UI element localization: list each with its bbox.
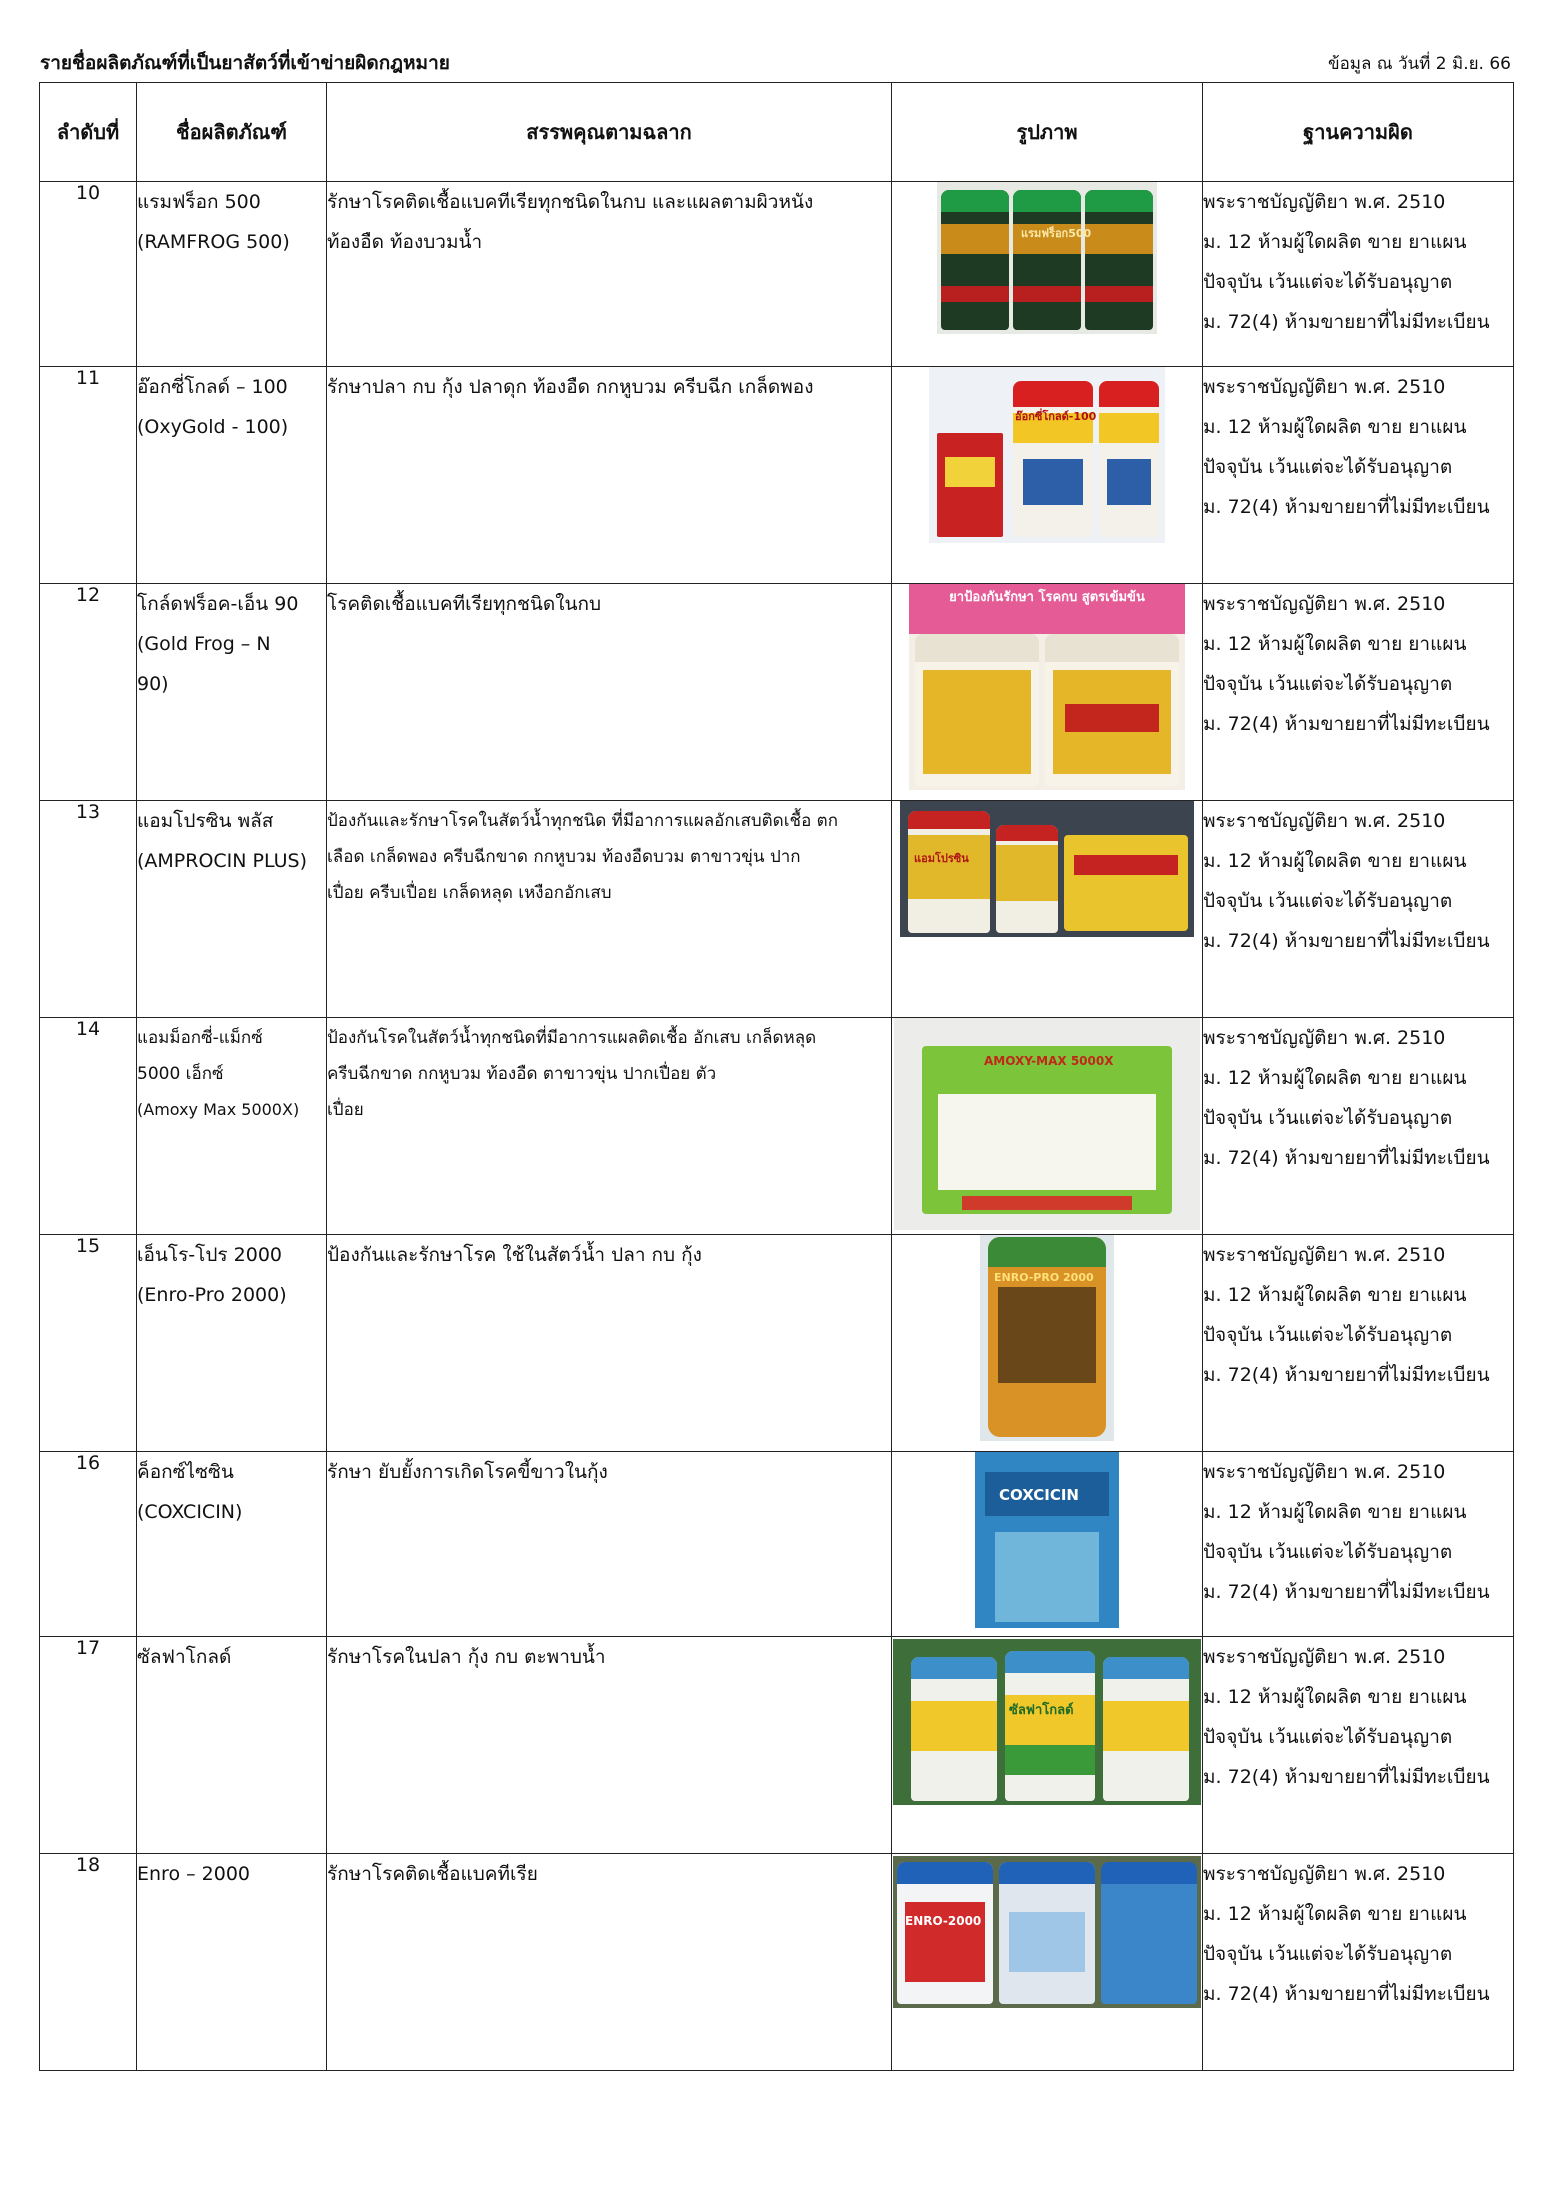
product-properties xyxy=(327,801,892,1018)
product-properties xyxy=(327,1452,892,1637)
legal-line: ม. 72(4) ห้ามขายยาที่ไม่มีทะเบียน xyxy=(1203,1147,1490,1169)
legal-line: ม. 12 ห้ามผู้ใดผลิต ขาย ยาแผน xyxy=(1203,231,1467,253)
table-row xyxy=(40,1235,1514,1452)
properties-line: เปื่อย ครีบเปื่อย เกล็ดหลุด เหงือกอักเสบ xyxy=(327,883,612,903)
legal-line: ม. 12 ห้ามผู้ใดผลิต ขาย ยาแผน xyxy=(1203,1067,1467,1089)
legal-line: ปัจจุบัน เว้นแต่จะได้รับอนุญาต xyxy=(1203,1726,1453,1748)
table-row xyxy=(40,367,1514,584)
product-photo xyxy=(929,367,1165,543)
row-number: 16 xyxy=(40,1452,137,1637)
table-row xyxy=(40,182,1514,367)
properties-line: รักษาโรคในปลา กุ้ง กบ ตะพาบน้ำ xyxy=(327,1646,606,1668)
legal-line: ม. 72(4) ห้ามขายยาที่ไม่มีทะเบียน xyxy=(1203,930,1490,952)
product-name-line: (OxyGold - 100) xyxy=(137,416,289,438)
product-name xyxy=(137,801,327,1018)
product-name xyxy=(137,1018,327,1235)
properties-line: เลือด เกล็ดพอง ครีบฉีกขาด กกหูบวม ท้องอืดบวม ตาขาวขุ่น ปาก xyxy=(327,847,801,867)
legal-basis xyxy=(1203,367,1514,584)
row-number: 12 xyxy=(40,584,137,801)
product-name xyxy=(137,182,327,367)
product-photo xyxy=(893,1856,1201,2008)
table-header-row xyxy=(40,83,1514,182)
table-row xyxy=(40,1452,1514,1637)
legal-line: พระราชบัญญัติยา พ.ศ. 2510 xyxy=(1203,1863,1446,1885)
product-name-line: 90) xyxy=(137,673,169,695)
legal-line: ม. 72(4) ห้ามขายยาที่ไม่มีทะเบียน xyxy=(1203,496,1490,518)
product-name-line: (COXCICIN) xyxy=(137,1501,243,1523)
product-properties xyxy=(327,367,892,584)
product-name xyxy=(137,1854,327,2071)
legal-line: ม. 72(4) ห้ามขายยาที่ไม่มีทะเบียน xyxy=(1203,1364,1490,1386)
data-date: ข้อมูล ณ วันที่ 2 มิ.ย. 66 xyxy=(1327,54,1511,74)
row-number: 15 xyxy=(40,1235,137,1452)
product-name-line: (Gold Frog – N xyxy=(137,633,271,655)
product-photo-label: อ๊อกซี่โกลด์-100 xyxy=(1015,410,1097,423)
product-name-line: (Enro-Pro 2000) xyxy=(137,1284,287,1306)
properties-line: รักษาปลา กบ กุ้ง ปลาดุก ท้องอืด กกหูบวม ครีบฉีก เกล็ดพอง xyxy=(327,376,814,398)
product-image-cell xyxy=(892,1235,1203,1452)
product-photo-label: แอมโปรซิน xyxy=(914,852,969,865)
row-number: 13 xyxy=(40,801,137,1018)
legal-basis xyxy=(1203,1637,1514,1854)
product-properties xyxy=(327,1637,892,1854)
product-photo xyxy=(975,1452,1119,1628)
product-photo xyxy=(894,1018,1200,1230)
row-number: 17 xyxy=(40,1637,137,1854)
legal-line: ม. 12 ห้ามผู้ใดผลิต ขาย ยาแผน xyxy=(1203,1903,1467,1925)
product-photo-label: ENRO-2000 xyxy=(905,1914,982,1928)
legal-line: ม. 72(4) ห้ามขายยาที่ไม่มีทะเบียน xyxy=(1203,1581,1490,1603)
product-photo-label: AMOXY-MAX 5000X xyxy=(984,1054,1114,1068)
legal-line: ม. 12 ห้ามผู้ใดผลิต ขาย ยาแผน xyxy=(1203,850,1467,872)
legal-line: ม. 12 ห้ามผู้ใดผลิต ขาย ยาแผน xyxy=(1203,416,1467,438)
legal-line: ม. 72(4) ห้ามขายยาที่ไม่มีทะเบียน xyxy=(1203,311,1490,333)
legal-line: พระราชบัญญัติยา พ.ศ. 2510 xyxy=(1203,1646,1446,1668)
product-image-cell xyxy=(892,367,1203,584)
product-photo xyxy=(893,1639,1201,1805)
legal-basis xyxy=(1203,584,1514,801)
column-header-image: รูปภาพ xyxy=(892,83,1203,182)
product-name xyxy=(137,584,327,801)
properties-line: ท้องอืด ท้องบวมน้ำ xyxy=(327,231,483,253)
product-name-line: โกล์ดฟร็อค-เอ็น 90 xyxy=(137,593,299,615)
product-name xyxy=(137,1452,327,1637)
properties-line: รักษาโรคติดเชื้อแบคทีเรียทุกชนิดในกบ และแผลตามผิวหนัง xyxy=(327,191,814,213)
product-properties xyxy=(327,1854,892,2071)
legal-line: พระราชบัญญัติยา พ.ศ. 2510 xyxy=(1203,1027,1446,1049)
product-name-line: 5000 เอ็กซ์ xyxy=(137,1064,224,1084)
product-image-cell xyxy=(892,801,1203,1018)
legal-line: ม. 12 ห้ามผู้ใดผลิต ขาย ยาแผน xyxy=(1203,633,1467,655)
properties-line: ป้องกันโรคในสัตว์น้ำทุกชนิดที่มีอาการแผลติดเชื้อ อักเสบ เกล็ดหลุด xyxy=(327,1028,817,1048)
properties-line: เปื่อย xyxy=(327,1100,364,1120)
product-name-line: Enro – 2000 xyxy=(137,1863,250,1885)
properties-line: รักษา ยับยั้งการเกิดโรคขี้ขาวในกุ้ง xyxy=(327,1461,608,1483)
product-name-line: เอ็นโร-โปร 2000 xyxy=(137,1244,283,1266)
product-name xyxy=(137,1637,327,1854)
row-number: 11 xyxy=(40,367,137,584)
legal-line: พระราชบัญญัติยา พ.ศ. 2510 xyxy=(1203,1461,1446,1483)
legal-basis xyxy=(1203,1235,1514,1452)
product-name-line: (RAMFROG 500) xyxy=(137,231,290,253)
properties-line: รักษาโรคติดเชื้อแบคทีเรีย xyxy=(327,1863,538,1885)
product-properties xyxy=(327,1235,892,1452)
product-name-line: อ๊อกซี่โกลด์ – 100 xyxy=(137,376,288,398)
legal-line: ปัจจุบัน เว้นแต่จะได้รับอนุญาต xyxy=(1203,673,1453,695)
legal-basis xyxy=(1203,1018,1514,1235)
product-name xyxy=(137,1235,327,1452)
product-image-cell xyxy=(892,584,1203,801)
column-header-number: ลำดับที่ xyxy=(40,83,137,182)
legal-line: ปัจจุบัน เว้นแต่จะได้รับอนุญาต xyxy=(1203,1107,1453,1129)
product-photo-label: ซัลฟาโกลด์ xyxy=(1009,1703,1074,1718)
products-table xyxy=(39,82,1514,2071)
column-header-properties: สรรพคุณตามฉลาก xyxy=(327,83,892,182)
properties-line: ครีบฉีกขาด กกหูบวม ท้องอืด ตาขาวขุ่น ปากเปื่อย ตัว xyxy=(327,1064,717,1084)
table-row xyxy=(40,1637,1514,1854)
legal-line: ปัจจุบัน เว้นแต่จะได้รับอนุญาต xyxy=(1203,1324,1453,1346)
properties-line: ป้องกันและรักษาโรคในสัตว์น้ำทุกชนิด ที่มีอาการแผลอักเสบติดเชื้อ ตก xyxy=(327,811,839,831)
product-name-line: ค็อกซ์ไซซิน xyxy=(137,1461,234,1483)
table-row xyxy=(40,584,1514,801)
product-photo-label: ENRO-PRO 2000 xyxy=(994,1271,1094,1284)
product-image-cell xyxy=(892,1018,1203,1235)
legal-line: ม. 72(4) ห้ามขายยาที่ไม่มีทะเบียน xyxy=(1203,713,1490,735)
product-photo-label: ยาป้องกันรักษา โรคกบ สูตรเข้มข้น xyxy=(949,590,1145,605)
product-name-line: แอมโปรซิน พลัส xyxy=(137,810,274,832)
product-properties xyxy=(327,1018,892,1235)
legal-line: ปัจจุบัน เว้นแต่จะได้รับอนุญาต xyxy=(1203,456,1453,478)
legal-line: ม. 12 ห้ามผู้ใดผลิต ขาย ยาแผน xyxy=(1203,1686,1467,1708)
legal-line: ม. 72(4) ห้ามขายยาที่ไม่มีทะเบียน xyxy=(1203,1766,1490,1788)
legal-line: พระราชบัญญัติยา พ.ศ. 2510 xyxy=(1203,376,1446,398)
legal-line: ม. 72(4) ห้ามขายยาที่ไม่มีทะเบียน xyxy=(1203,1983,1490,2005)
product-photo-label: แรมฟร็อก500 xyxy=(1021,227,1092,240)
legal-line: พระราชบัญญัติยา พ.ศ. 2510 xyxy=(1203,1244,1446,1266)
legal-basis xyxy=(1203,1452,1514,1637)
product-name-line: แอมม็อกซี่-แม็กซ์ xyxy=(137,1028,263,1048)
legal-basis xyxy=(1203,801,1514,1018)
page-title: รายชื่อผลิตภัณฑ์ที่เป็นยาสัตว์ที่เข้าข่ายผิดกฎหมาย xyxy=(40,52,450,74)
row-number: 10 xyxy=(40,182,137,367)
table-row xyxy=(40,801,1514,1018)
product-image-cell xyxy=(892,1854,1203,2071)
product-photo xyxy=(980,1235,1114,1441)
legal-line: ปัจจุบัน เว้นแต่จะได้รับอนุญาต xyxy=(1203,1943,1453,1965)
product-image-cell xyxy=(892,182,1203,367)
product-properties xyxy=(327,584,892,801)
legal-line: ปัจจุบัน เว้นแต่จะได้รับอนุญาต xyxy=(1203,271,1453,293)
product-name-line: (Amoxy Max 5000X) xyxy=(137,1100,300,1119)
legal-line: ปัจจุบัน เว้นแต่จะได้รับอนุญาต xyxy=(1203,890,1453,912)
product-name xyxy=(137,367,327,584)
legal-line: พระราชบัญญัติยา พ.ศ. 2510 xyxy=(1203,593,1446,615)
properties-line: โรคติดเชื้อแบคทีเรียทุกชนิดในกบ xyxy=(327,593,602,615)
legal-line: ม. 12 ห้ามผู้ใดผลิต ขาย ยาแผน xyxy=(1203,1284,1467,1306)
legal-basis xyxy=(1203,1854,1514,2071)
product-photo xyxy=(900,801,1194,937)
product-name-line: แรมฟร็อก 500 xyxy=(137,191,261,213)
legal-line: พระราชบัญญัติยา พ.ศ. 2510 xyxy=(1203,191,1446,213)
product-name-line: ซัลฟาโกลด์ xyxy=(137,1646,232,1668)
legal-line: ปัจจุบัน เว้นแต่จะได้รับอนุญาต xyxy=(1203,1541,1453,1563)
product-photo xyxy=(909,584,1185,790)
row-number: 14 xyxy=(40,1018,137,1235)
product-photo xyxy=(937,182,1157,334)
column-header-offense: ฐานความผิด xyxy=(1203,83,1514,182)
product-properties xyxy=(327,182,892,367)
table-row xyxy=(40,1854,1514,2071)
column-header-name: ชื่อผลิตภัณฑ์ xyxy=(137,83,327,182)
table-row xyxy=(40,1018,1514,1235)
row-number: 18 xyxy=(40,1854,137,2071)
properties-line: ป้องกันและรักษาโรค ใช้ในสัตว์น้ำ ปลา กบ กุ้ง xyxy=(327,1244,702,1266)
legal-line: ม. 12 ห้ามผู้ใดผลิต ขาย ยาแผน xyxy=(1203,1501,1467,1523)
product-name-line: (AMPROCIN PLUS) xyxy=(137,850,308,872)
legal-line: พระราชบัญญัติยา พ.ศ. 2510 xyxy=(1203,810,1446,832)
product-photo-label: COXCICIN xyxy=(999,1486,1079,1504)
legal-basis xyxy=(1203,182,1514,367)
product-image-cell xyxy=(892,1637,1203,1854)
product-image-cell xyxy=(892,1452,1203,1637)
